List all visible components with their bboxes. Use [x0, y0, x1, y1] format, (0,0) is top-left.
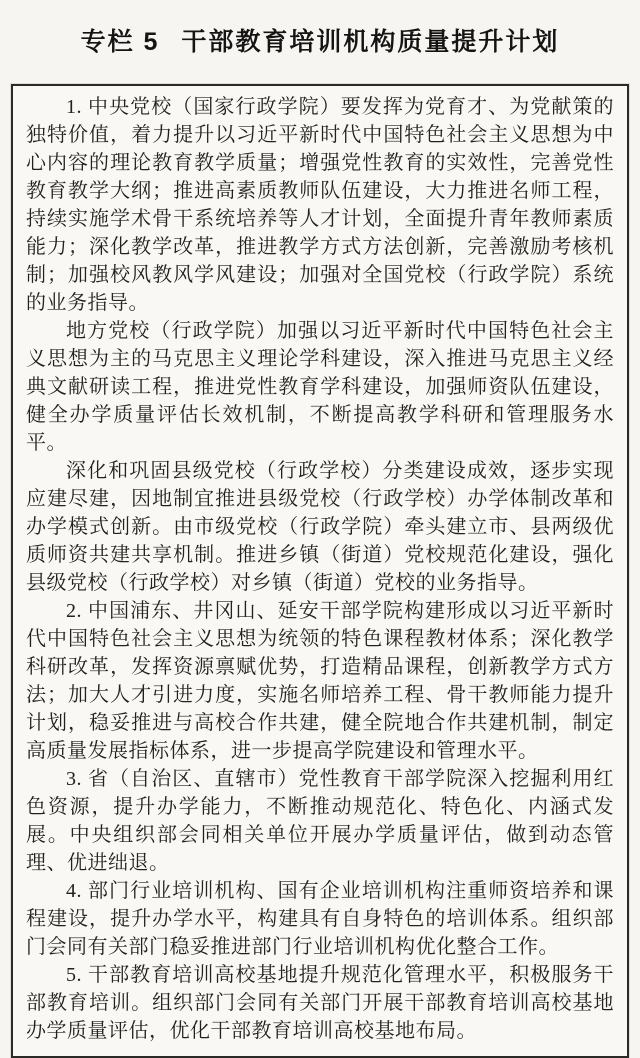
- paragraph-provincial-institutes: 3. 省（自治区、直辖市）党性教育干部学院深入挖掘利用红色资源，提升办学能力，不断推动规范化、特色化、内涵式发展。中央组织部会同相关单位开展办学质量评估，做到动态管理、优进绌退。: [26, 768, 614, 874]
- box-title-text: 干部教育培训机构质量提升计划: [181, 28, 560, 56]
- box-title-label: 专栏 5: [80, 28, 160, 56]
- paragraph-county-party-schools: 深化和巩固县级党校（行政学校）分类建设成效，逐步实现应建尽建，因地制宜推进县级党校（行政学校）办学体制改革和办学模式创新。由市级党校（行政学院）牵头建立市、县两级优质师资共建共享机制。推进乡镇（街道）党校规范化建设，强化县级党校（行政学校）对乡镇（街道）党校的业务指导。: [26, 460, 614, 594]
- paragraph-cadre-academies: 2. 中国浦东、井冈山、延安干部学院构建形成以习近平新时代中国特色社会主义思想为统领的特色课程教材体系；深化教学科研改革，发挥资源禀赋优势，打造精品课程，创新教学方式方法；加大人才引进力度，实施名师培养工程、骨干教师能力提升计划，稳妥推进与高校合作共建，健全院地合作共建机制，制定高质量发展指标体系，进一步提高学院建设和管理水平。: [26, 600, 614, 762]
- plan-box: [11, 84, 629, 1058]
- paragraph-local-party-schools: 地方党校（行政学院）加强以习近平新时代中国特色社会主义思想为主的马克思主义理论学科建设，深入推进马克思主义经典文献研读工程，推进党性教育学科建设，加强师资队伍建设，健全办学质量评估长效机制，不断提高教学科研和管理服务水平。: [26, 320, 614, 454]
- paragraph-central-party-school: 1. 中央党校（国家行政学院）要发挥为党育才、为党献策的独特价值，着力提升以习近平新时代中国特色社会主义思想为中心内容的理论教育教学质量；增强党性教育的实效性，完善党性教育教学大纲；推进高素质教师队伍建设，大力推进名师工程，持续实施学术骨干系统培养等人才计划，全面提升青年教师素质能力；深化教学改革，推进教学方式方法创新，完善激励考核机制；加强校风教风学风建设；加强对全国党校（行政学院）系统的业务指导。: [26, 96, 614, 314]
- paragraph-university-training-bases: 5. 干部教育培训高校基地提升规范化管理水平，积极服务干部教育培训。组织部门会同有关部门开展干部教育培训高校基地办学质量评估，优化干部教育培训高校基地布局。: [26, 964, 614, 1042]
- paragraph-industry-training-institutions: 4. 部门行业培训机构、国有企业培训机构注重师资培养和课程建设，提升办学水平，构建具有自身特色的培训体系。组织部门会同有关部门稳妥推进部门行业培训机构优化整合工作。: [26, 880, 614, 958]
- box-title: [0, 0, 640, 58]
